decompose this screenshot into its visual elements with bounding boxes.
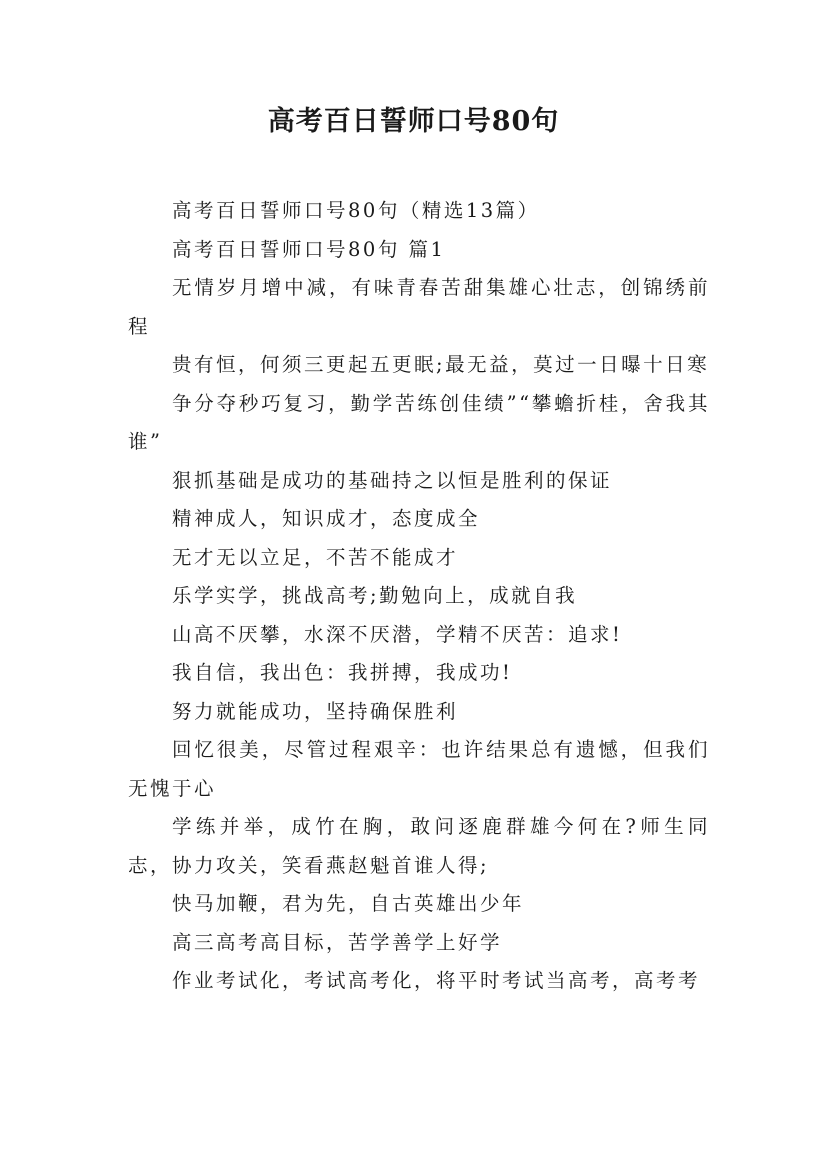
paragraph-subtitle: 高考百日誓师口号80句（精选13篇）: [172, 199, 540, 222]
slogan-paragraph: 回忆很美，尽管过程艰辛：也许结果总有遗憾，但我们无愧于心: [128, 738, 710, 800]
slogan-paragraph: 快马加鞭，君为先，自古英雄出少年: [172, 892, 525, 915]
slogan-paragraph: 高三高考高目标，苦学善学上好学: [172, 930, 503, 954]
slogan-paragraph: 争分夺秒巧复习，勤学苦练创佳绩”“攀蟾折桂，舍我其谁”: [128, 391, 710, 453]
document-title: 高考百日誓师口号80句: [267, 106, 560, 137]
slogan-paragraph: 努力就能成功，坚持确保胜利: [172, 699, 459, 723]
slogan-paragraph: 我自信，我出色：我拼搏，我成功!: [172, 661, 513, 684]
slogan-paragraph: 作业考试化，考试高考化，将平时考试当高考，高考考: [172, 969, 701, 992]
slogan-paragraph: 狠抓基础是成功的基础持之以恒是胜利的保证: [172, 468, 613, 492]
document-body: [128, 192, 710, 1001]
slogan-paragraph: 无才无以立足，不苦不能成才: [172, 545, 459, 569]
slogan-paragraph: 无情岁月增中减，有味青春苦甜集雄心壮志，创锦绣前程: [128, 276, 710, 338]
slogan-paragraph: 学练并举，成竹在胸，敢问逐鹿群雄今何在?师生同志，协力攻关，笑看燕赵魁首谁人得;: [128, 815, 710, 877]
paragraph-section-heading: 高考百日誓师口号80句 篇1: [172, 237, 446, 261]
slogan-paragraph: 贵有恒，何须三更起五更眠;最无益，莫过一日曝十日寒: [172, 353, 710, 376]
slogan-paragraph: 乐学实学，挑战高考;勤勉向上，成就自我: [172, 584, 578, 607]
slogan-paragraph: 精神成人，知识成才，态度成全: [172, 507, 481, 530]
slogan-paragraph: 山高不厌攀，水深不厌潜，学精不厌苦：追求!: [172, 622, 623, 646]
